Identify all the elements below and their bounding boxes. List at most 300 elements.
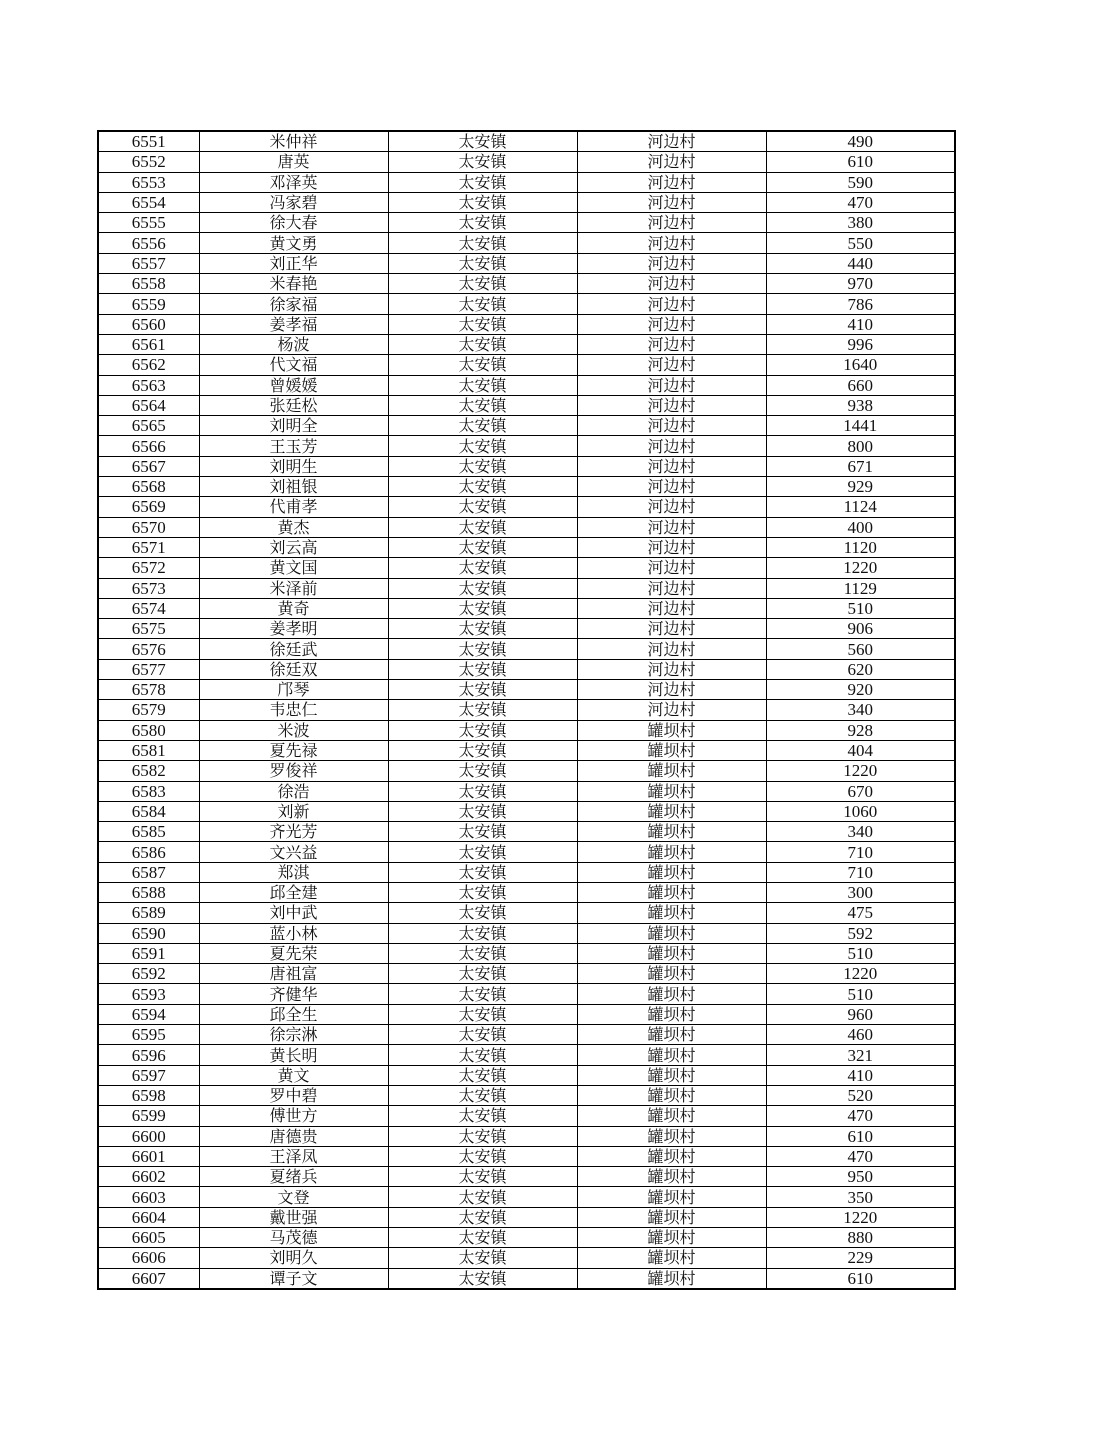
cell-village: 罐坝村 xyxy=(577,964,766,984)
table-row xyxy=(98,842,955,862)
cell-village: 河边村 xyxy=(577,192,766,212)
cell-town: 太安镇 xyxy=(388,1065,577,1085)
cell-serial-number: 6594 xyxy=(98,1004,199,1024)
table-row xyxy=(98,131,955,152)
cell-village: 河边村 xyxy=(577,456,766,476)
cell-amount: 410 xyxy=(766,1065,955,1085)
cell-village: 罐坝村 xyxy=(577,801,766,821)
cell-person-name: 刘明久 xyxy=(199,1248,388,1268)
cell-village: 罐坝村 xyxy=(577,1106,766,1126)
cell-amount: 440 xyxy=(766,253,955,273)
cell-village: 河边村 xyxy=(577,558,766,578)
cell-village: 河边村 xyxy=(577,680,766,700)
cell-person-name: 齐光芳 xyxy=(199,822,388,842)
cell-amount: 470 xyxy=(766,192,955,212)
cell-town: 太安镇 xyxy=(388,923,577,943)
cell-town: 太安镇 xyxy=(388,740,577,760)
cell-amount: 929 xyxy=(766,477,955,497)
cell-person-name: 马茂德 xyxy=(199,1228,388,1248)
cell-amount: 906 xyxy=(766,619,955,639)
cell-amount: 520 xyxy=(766,1085,955,1105)
cell-serial-number: 6555 xyxy=(98,213,199,233)
cell-amount: 321 xyxy=(766,1045,955,1065)
table-row xyxy=(98,740,955,760)
cell-town: 太安镇 xyxy=(388,558,577,578)
cell-village: 罐坝村 xyxy=(577,1045,766,1065)
cell-town: 太安镇 xyxy=(388,436,577,456)
cell-serial-number: 6607 xyxy=(98,1268,199,1289)
cell-serial-number: 6561 xyxy=(98,334,199,354)
table-row xyxy=(98,781,955,801)
cell-person-name: 文兴益 xyxy=(199,842,388,862)
cell-serial-number: 6551 xyxy=(98,131,199,152)
cell-village: 罐坝村 xyxy=(577,842,766,862)
cell-town: 太安镇 xyxy=(388,659,577,679)
cell-town: 太安镇 xyxy=(388,598,577,618)
cell-amount: 300 xyxy=(766,882,955,902)
cell-person-name: 徐廷武 xyxy=(199,639,388,659)
cell-person-name: 刘正华 xyxy=(199,253,388,273)
cell-village: 罐坝村 xyxy=(577,1004,766,1024)
table-row xyxy=(98,903,955,923)
cell-serial-number: 6598 xyxy=(98,1085,199,1105)
cell-serial-number: 6576 xyxy=(98,639,199,659)
cell-village: 罐坝村 xyxy=(577,781,766,801)
cell-village: 河边村 xyxy=(577,294,766,314)
table-row xyxy=(98,943,955,963)
table-row xyxy=(98,680,955,700)
table-row xyxy=(98,1248,955,1268)
cell-town: 太安镇 xyxy=(388,477,577,497)
cell-town: 太安镇 xyxy=(388,1167,577,1187)
table-row xyxy=(98,436,955,456)
cell-person-name: 夏先荣 xyxy=(199,943,388,963)
cell-person-name: 姜孝明 xyxy=(199,619,388,639)
cell-town: 太安镇 xyxy=(388,416,577,436)
cell-amount: 1640 xyxy=(766,355,955,375)
cell-amount: 475 xyxy=(766,903,955,923)
cell-village: 罐坝村 xyxy=(577,1085,766,1105)
cell-village: 河边村 xyxy=(577,517,766,537)
cell-town: 太安镇 xyxy=(388,395,577,415)
cell-amount: 470 xyxy=(766,1106,955,1126)
cell-amount: 380 xyxy=(766,213,955,233)
table-row xyxy=(98,578,955,598)
table-row xyxy=(98,274,955,294)
cell-person-name: 米春艳 xyxy=(199,274,388,294)
cell-person-name: 黄文国 xyxy=(199,558,388,578)
roster-table-body xyxy=(98,131,955,1289)
cell-serial-number: 6567 xyxy=(98,456,199,476)
cell-person-name: 黄杰 xyxy=(199,517,388,537)
table-row xyxy=(98,1167,955,1187)
cell-town: 太安镇 xyxy=(388,497,577,517)
cell-amount: 1060 xyxy=(766,801,955,821)
cell-serial-number: 6568 xyxy=(98,477,199,497)
table-row xyxy=(98,477,955,497)
cell-person-name: 唐德贵 xyxy=(199,1126,388,1146)
table-row xyxy=(98,1065,955,1085)
cell-serial-number: 6559 xyxy=(98,294,199,314)
cell-amount: 550 xyxy=(766,233,955,253)
cell-amount: 404 xyxy=(766,740,955,760)
cell-person-name: 文登 xyxy=(199,1187,388,1207)
cell-village: 罐坝村 xyxy=(577,923,766,943)
cell-town: 太安镇 xyxy=(388,1106,577,1126)
cell-serial-number: 6569 xyxy=(98,497,199,517)
table-row xyxy=(98,558,955,578)
cell-village: 河边村 xyxy=(577,131,766,152)
cell-person-name: 黄文 xyxy=(199,1065,388,1085)
cell-serial-number: 6596 xyxy=(98,1045,199,1065)
cell-village: 罐坝村 xyxy=(577,822,766,842)
cell-amount: 610 xyxy=(766,1126,955,1146)
cell-serial-number: 6584 xyxy=(98,801,199,821)
cell-amount: 460 xyxy=(766,1025,955,1045)
cell-town: 太安镇 xyxy=(388,375,577,395)
cell-village: 罐坝村 xyxy=(577,1248,766,1268)
cell-serial-number: 6606 xyxy=(98,1248,199,1268)
table-row xyxy=(98,1126,955,1146)
cell-village: 罐坝村 xyxy=(577,1268,766,1289)
table-row xyxy=(98,923,955,943)
cell-person-name: 米波 xyxy=(199,720,388,740)
cell-person-name: 黄奇 xyxy=(199,598,388,618)
cell-serial-number: 6595 xyxy=(98,1025,199,1045)
table-row xyxy=(98,517,955,537)
table-row xyxy=(98,334,955,354)
cell-amount: 340 xyxy=(766,822,955,842)
cell-amount: 560 xyxy=(766,639,955,659)
cell-town: 太安镇 xyxy=(388,253,577,273)
cell-serial-number: 6566 xyxy=(98,436,199,456)
cell-town: 太安镇 xyxy=(388,862,577,882)
cell-serial-number: 6570 xyxy=(98,517,199,537)
cell-person-name: 刘云高 xyxy=(199,537,388,557)
cell-amount: 1441 xyxy=(766,416,955,436)
cell-town: 太安镇 xyxy=(388,964,577,984)
cell-serial-number: 6553 xyxy=(98,172,199,192)
cell-village: 河边村 xyxy=(577,375,766,395)
cell-amount: 880 xyxy=(766,1228,955,1248)
cell-amount: 620 xyxy=(766,659,955,679)
cell-amount: 671 xyxy=(766,456,955,476)
cell-person-name: 夏绪兵 xyxy=(199,1167,388,1187)
table-row xyxy=(98,1025,955,1045)
table-row xyxy=(98,639,955,659)
cell-person-name: 代甫孝 xyxy=(199,497,388,517)
cell-person-name: 黄文勇 xyxy=(199,233,388,253)
cell-amount: 610 xyxy=(766,152,955,172)
cell-person-name: 蓝小林 xyxy=(199,923,388,943)
cell-town: 太安镇 xyxy=(388,882,577,902)
cell-serial-number: 6600 xyxy=(98,1126,199,1146)
cell-village: 罐坝村 xyxy=(577,882,766,902)
cell-person-name: 姜孝福 xyxy=(199,314,388,334)
cell-village: 河边村 xyxy=(577,152,766,172)
cell-town: 太安镇 xyxy=(388,334,577,354)
cell-village: 河边村 xyxy=(577,537,766,557)
cell-town: 太安镇 xyxy=(388,639,577,659)
cell-amount: 590 xyxy=(766,172,955,192)
table-row xyxy=(98,456,955,476)
cell-village: 罐坝村 xyxy=(577,903,766,923)
cell-amount: 710 xyxy=(766,842,955,862)
table-row xyxy=(98,1146,955,1166)
table-row xyxy=(98,416,955,436)
cell-village: 河边村 xyxy=(577,355,766,375)
cell-serial-number: 6575 xyxy=(98,619,199,639)
cell-village: 河边村 xyxy=(577,233,766,253)
cell-amount: 938 xyxy=(766,395,955,415)
cell-village: 罐坝村 xyxy=(577,720,766,740)
cell-serial-number: 6603 xyxy=(98,1187,199,1207)
cell-town: 太安镇 xyxy=(388,781,577,801)
cell-serial-number: 6605 xyxy=(98,1228,199,1248)
table-row xyxy=(98,619,955,639)
cell-serial-number: 6563 xyxy=(98,375,199,395)
table-row xyxy=(98,822,955,842)
cell-village: 罐坝村 xyxy=(577,862,766,882)
cell-person-name: 王泽凤 xyxy=(199,1146,388,1166)
cell-serial-number: 6581 xyxy=(98,740,199,760)
cell-village: 罐坝村 xyxy=(577,1167,766,1187)
cell-village: 河边村 xyxy=(577,274,766,294)
cell-amount: 1220 xyxy=(766,964,955,984)
table-row xyxy=(98,964,955,984)
cell-town: 太安镇 xyxy=(388,314,577,334)
cell-town: 太安镇 xyxy=(388,233,577,253)
cell-person-name: 徐宗淋 xyxy=(199,1025,388,1045)
cell-village: 罐坝村 xyxy=(577,943,766,963)
cell-town: 太安镇 xyxy=(388,1248,577,1268)
cell-town: 太安镇 xyxy=(388,537,577,557)
cell-village: 河边村 xyxy=(577,334,766,354)
cell-serial-number: 6574 xyxy=(98,598,199,618)
cell-village: 河边村 xyxy=(577,639,766,659)
cell-person-name: 张廷松 xyxy=(199,395,388,415)
cell-town: 太安镇 xyxy=(388,842,577,862)
cell-village: 河边村 xyxy=(577,314,766,334)
cell-serial-number: 6588 xyxy=(98,882,199,902)
cell-serial-number: 6556 xyxy=(98,233,199,253)
cell-amount: 950 xyxy=(766,1167,955,1187)
cell-town: 太安镇 xyxy=(388,1268,577,1289)
cell-village: 河边村 xyxy=(577,213,766,233)
cell-village: 罐坝村 xyxy=(577,740,766,760)
cell-village: 河边村 xyxy=(577,436,766,456)
table-row xyxy=(98,152,955,172)
cell-serial-number: 6558 xyxy=(98,274,199,294)
table-row xyxy=(98,1207,955,1227)
cell-person-name: 邱全建 xyxy=(199,882,388,902)
cell-person-name: 刘新 xyxy=(199,801,388,821)
cell-town: 太安镇 xyxy=(388,1146,577,1166)
cell-person-name: 徐大春 xyxy=(199,213,388,233)
cell-amount: 800 xyxy=(766,436,955,456)
cell-person-name: 刘中武 xyxy=(199,903,388,923)
cell-village: 河边村 xyxy=(577,497,766,517)
cell-person-name: 夏先禄 xyxy=(199,740,388,760)
cell-serial-number: 6597 xyxy=(98,1065,199,1085)
cell-serial-number: 6604 xyxy=(98,1207,199,1227)
cell-person-name: 齐健华 xyxy=(199,984,388,1004)
cell-amount: 1220 xyxy=(766,761,955,781)
table-row xyxy=(98,984,955,1004)
table-row xyxy=(98,882,955,902)
cell-person-name: 米仲祥 xyxy=(199,131,388,152)
cell-amount: 970 xyxy=(766,274,955,294)
table-row xyxy=(98,1085,955,1105)
cell-town: 太安镇 xyxy=(388,822,577,842)
cell-person-name: 罗中碧 xyxy=(199,1085,388,1105)
cell-person-name: 徐廷双 xyxy=(199,659,388,679)
cell-village: 罐坝村 xyxy=(577,1025,766,1045)
cell-person-name: 徐浩 xyxy=(199,781,388,801)
cell-amount: 410 xyxy=(766,314,955,334)
cell-village: 河边村 xyxy=(577,416,766,436)
cell-amount: 592 xyxy=(766,923,955,943)
cell-town: 太安镇 xyxy=(388,152,577,172)
cell-serial-number: 6577 xyxy=(98,659,199,679)
cell-serial-number: 6564 xyxy=(98,395,199,415)
table-row xyxy=(98,659,955,679)
cell-amount: 470 xyxy=(766,1146,955,1166)
cell-village: 河边村 xyxy=(577,619,766,639)
table-row xyxy=(98,1106,955,1126)
table-row xyxy=(98,801,955,821)
cell-amount: 928 xyxy=(766,720,955,740)
table-row xyxy=(98,314,955,334)
cell-village: 河边村 xyxy=(577,253,766,273)
cell-serial-number: 6554 xyxy=(98,192,199,212)
cell-person-name: 曾媛媛 xyxy=(199,375,388,395)
cell-amount: 510 xyxy=(766,943,955,963)
cell-village: 罐坝村 xyxy=(577,984,766,1004)
cell-amount: 786 xyxy=(766,294,955,314)
cell-amount: 996 xyxy=(766,334,955,354)
cell-person-name: 黄长明 xyxy=(199,1045,388,1065)
cell-amount: 660 xyxy=(766,375,955,395)
cell-town: 太安镇 xyxy=(388,984,577,1004)
cell-town: 太安镇 xyxy=(388,1025,577,1045)
cell-village: 河边村 xyxy=(577,598,766,618)
cell-town: 太安镇 xyxy=(388,1187,577,1207)
cell-person-name: 邝琴 xyxy=(199,680,388,700)
cell-town: 太安镇 xyxy=(388,456,577,476)
cell-serial-number: 6599 xyxy=(98,1106,199,1126)
cell-serial-number: 6557 xyxy=(98,253,199,273)
cell-serial-number: 6587 xyxy=(98,862,199,882)
table-row xyxy=(98,375,955,395)
cell-serial-number: 6579 xyxy=(98,700,199,720)
table-row xyxy=(98,1045,955,1065)
cell-town: 太安镇 xyxy=(388,355,577,375)
cell-amount: 340 xyxy=(766,700,955,720)
cell-village: 罐坝村 xyxy=(577,1187,766,1207)
cell-town: 太安镇 xyxy=(388,1085,577,1105)
cell-person-name: 唐祖富 xyxy=(199,964,388,984)
table-row xyxy=(98,355,955,375)
cell-serial-number: 6585 xyxy=(98,822,199,842)
cell-serial-number: 6580 xyxy=(98,720,199,740)
cell-village: 河边村 xyxy=(577,700,766,720)
table-row xyxy=(98,700,955,720)
cell-amount: 1220 xyxy=(766,1207,955,1227)
table-row xyxy=(98,253,955,273)
cell-person-name: 刘明生 xyxy=(199,456,388,476)
cell-village: 河边村 xyxy=(577,395,766,415)
table-row xyxy=(98,761,955,781)
cell-town: 太安镇 xyxy=(388,192,577,212)
cell-town: 太安镇 xyxy=(388,903,577,923)
table-row xyxy=(98,1228,955,1248)
cell-serial-number: 6565 xyxy=(98,416,199,436)
cell-village: 河边村 xyxy=(577,477,766,497)
cell-village: 河边村 xyxy=(577,659,766,679)
cell-amount: 1129 xyxy=(766,578,955,598)
cell-person-name: 徐家福 xyxy=(199,294,388,314)
cell-serial-number: 6573 xyxy=(98,578,199,598)
cell-serial-number: 6560 xyxy=(98,314,199,334)
cell-amount: 510 xyxy=(766,598,955,618)
table-row xyxy=(98,233,955,253)
cell-town: 太安镇 xyxy=(388,213,577,233)
cell-village: 罐坝村 xyxy=(577,1146,766,1166)
cell-village: 河边村 xyxy=(577,172,766,192)
cell-person-name: 王玉芳 xyxy=(199,436,388,456)
cell-person-name: 邓泽英 xyxy=(199,172,388,192)
cell-amount: 710 xyxy=(766,862,955,882)
cell-serial-number: 6586 xyxy=(98,842,199,862)
cell-serial-number: 6571 xyxy=(98,537,199,557)
cell-town: 太安镇 xyxy=(388,172,577,192)
cell-serial-number: 6602 xyxy=(98,1167,199,1187)
cell-town: 太安镇 xyxy=(388,801,577,821)
cell-town: 太安镇 xyxy=(388,1004,577,1024)
cell-town: 太安镇 xyxy=(388,274,577,294)
table-row xyxy=(98,172,955,192)
cell-town: 太安镇 xyxy=(388,680,577,700)
cell-amount: 490 xyxy=(766,131,955,152)
table-row xyxy=(98,862,955,882)
cell-town: 太安镇 xyxy=(388,1126,577,1146)
cell-town: 太安镇 xyxy=(388,517,577,537)
cell-town: 太安镇 xyxy=(388,1045,577,1065)
cell-amount: 920 xyxy=(766,680,955,700)
cell-serial-number: 6562 xyxy=(98,355,199,375)
cell-person-name: 米泽前 xyxy=(199,578,388,598)
cell-serial-number: 6582 xyxy=(98,761,199,781)
cell-town: 太安镇 xyxy=(388,578,577,598)
cell-town: 太安镇 xyxy=(388,619,577,639)
cell-person-name: 韦忠仁 xyxy=(199,700,388,720)
table-row xyxy=(98,1187,955,1207)
cell-village: 罐坝村 xyxy=(577,1207,766,1227)
cell-person-name: 刘祖银 xyxy=(199,477,388,497)
cell-serial-number: 6593 xyxy=(98,984,199,1004)
cell-person-name: 代文福 xyxy=(199,355,388,375)
cell-town: 太安镇 xyxy=(388,1228,577,1248)
cell-town: 太安镇 xyxy=(388,1207,577,1227)
table-row xyxy=(98,192,955,212)
table-row xyxy=(98,1004,955,1024)
cell-serial-number: 6590 xyxy=(98,923,199,943)
cell-serial-number: 6591 xyxy=(98,943,199,963)
cell-person-name: 邱全生 xyxy=(199,1004,388,1024)
cell-amount: 1120 xyxy=(766,537,955,557)
cell-serial-number: 6583 xyxy=(98,781,199,801)
